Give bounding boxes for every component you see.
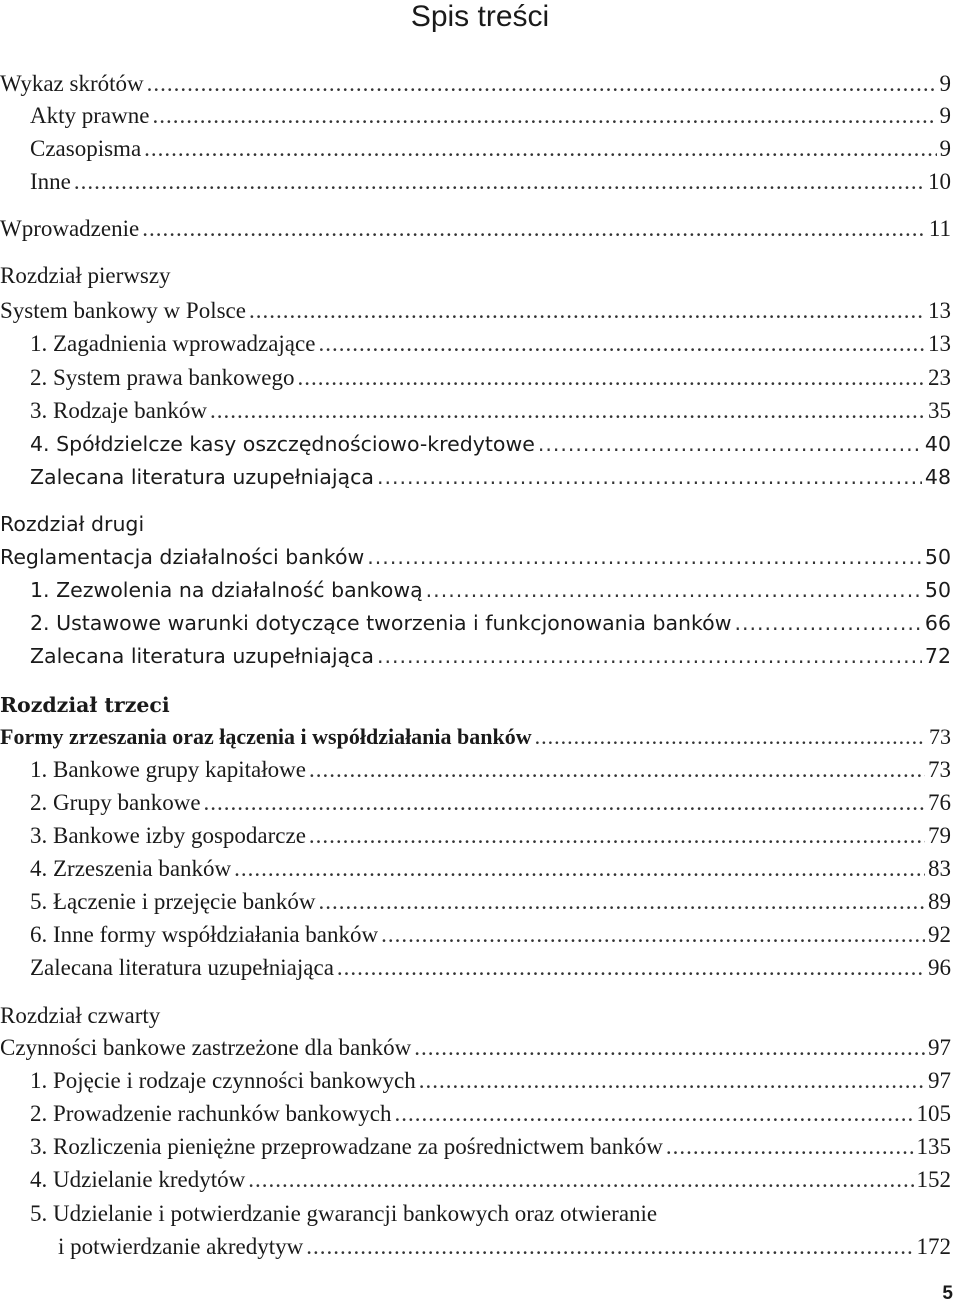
toc-entry[interactable] <box>30 327 951 361</box>
toc-entry[interactable] <box>30 427 951 461</box>
toc-entry-page: 97 <box>928 1068 951 1093</box>
toc-entry-page: 96 <box>928 955 951 980</box>
toc-entry-chapter-3[interactable] <box>0 720 951 754</box>
toc-entry[interactable] <box>30 606 951 640</box>
chapter-label <box>0 259 951 293</box>
toc-entry-page: 23 <box>928 365 951 390</box>
toc-entry-text: 1. Pojęcie i rodzaje czynności bankowych <box>30 1068 416 1093</box>
toc-entry[interactable] <box>30 361 951 395</box>
toc-entry-chapter-4[interactable] <box>0 1031 951 1065</box>
toc-entry-text: 3. Rozliczenia pieniężne przeprowadzane za pośrednictwem banków <box>30 1134 663 1159</box>
toc-entry-text: 5. Łączenie i przejęcie banków <box>30 889 316 914</box>
toc-entry-text: Akty prawne <box>30 103 150 128</box>
toc-entry-text: 4. Udzielanie kredytów <box>30 1167 246 1192</box>
chapter-label <box>0 507 951 541</box>
toc-entry-text: 2. Ustawowe warunki dotyczące tworzenia i funkcjonowania banków <box>30 611 732 635</box>
toc-entry-text: Zalecana literatura uzupełniająca <box>30 465 374 489</box>
toc-entry-wykaz-skrotow[interactable] <box>0 67 951 101</box>
toc-entry-text: Formy zrzeszania oraz łączenia i współdziałania banków <box>0 724 532 749</box>
toc-entry-text: 1. Bankowe grupy kapitałowe <box>30 757 306 782</box>
toc-entry-page: 92 <box>928 922 951 947</box>
toc-entry-page: 50 <box>924 545 951 569</box>
toc-entry-text: i potwierdzanie akredytyw <box>58 1234 304 1259</box>
toc-entry-page: 50 <box>924 578 951 602</box>
toc-entry-page: 76 <box>928 790 951 815</box>
toc-entry-text: Rozdział czwarty <box>0 1003 161 1028</box>
toc-entry[interactable] <box>30 1097 951 1131</box>
toc-entry[interactable] <box>30 819 951 853</box>
toc-entry[interactable] <box>30 918 951 952</box>
toc-entry-text: 1. Zagadnienia wprowadzające <box>30 331 316 356</box>
toc-entry-page: 40 <box>924 432 951 456</box>
toc-entry-text: Zalecana literatura uzupełniająca <box>30 955 334 980</box>
toc-entry-text: Inne <box>30 169 71 194</box>
toc-entry-page: 11 <box>928 216 951 241</box>
toc-entry-literature[interactable] <box>30 639 951 673</box>
toc-entry-text: Reglamentacja działalności banków <box>0 545 365 569</box>
toc-entry[interactable] <box>30 394 951 428</box>
toc-entry-chapter-1[interactable] <box>0 294 951 328</box>
toc-entry-text: Wprowadzenie <box>0 216 140 241</box>
toc-entry-text: Wykaz skrótów <box>0 71 144 96</box>
toc-entry-page: 83 <box>928 856 951 881</box>
toc-entry[interactable] <box>30 753 951 787</box>
toc-entry-page: 13 <box>928 298 951 323</box>
toc-entry-page: 89 <box>928 889 951 914</box>
chapter-label <box>0 999 951 1033</box>
toc-entry-page: 73 <box>929 724 951 749</box>
toc-entry-czasopisma[interactable] <box>30 132 951 166</box>
toc-entry-page: 105 <box>916 1101 951 1126</box>
toc-entry-text: Czynności bankowe zastrzeżone dla banków <box>0 1035 412 1060</box>
toc-entry-text: 2. Prowadzenie rachunków bankowych <box>30 1101 392 1126</box>
toc-entry-text: 5. Udzielanie i potwierdzanie gwarancji bankowych oraz otwieranie <box>30 1201 658 1226</box>
toc-entry-inne[interactable] <box>30 165 951 199</box>
toc-entry-page: 66 <box>924 611 951 635</box>
page-title: Spis treści <box>410 0 550 33</box>
toc-entry-text: 1. Zezwolenia na działalność bankową <box>30 578 423 602</box>
chapter-label <box>0 688 951 722</box>
toc-entry-page: 9 <box>939 71 951 96</box>
toc-entry-page: 48 <box>924 465 951 489</box>
toc-entry-page: 79 <box>928 823 951 848</box>
toc-entry-page: 13 <box>928 331 951 356</box>
toc-entry[interactable] <box>30 1064 951 1098</box>
toc-entry[interactable] <box>30 786 951 820</box>
toc-entry-text: 3. Rodzaje banków <box>30 398 207 423</box>
toc-entry-page: 73 <box>928 757 951 782</box>
toc-entry[interactable] <box>30 1197 951 1231</box>
toc-entry-text: 3. Bankowe izby gospodarcze <box>30 823 306 848</box>
toc-entry-page: 152 <box>916 1167 951 1192</box>
toc-entry-text: 6. Inne formy współdziałania banków <box>30 922 379 947</box>
page-number: 5 <box>942 1283 953 1304</box>
toc-entry-text: Rozdział pierwszy <box>0 263 171 288</box>
toc-entry-text: System bankowy w Polsce <box>0 298 246 323</box>
toc-entry-literature[interactable] <box>30 460 951 494</box>
toc-entry-literature[interactable] <box>30 951 951 985</box>
toc-entry-chapter-2[interactable] <box>0 540 951 574</box>
toc-entry-akty-prawne[interactable] <box>30 99 951 133</box>
toc-entry[interactable] <box>30 852 951 886</box>
toc-entry-page: 135 <box>916 1134 951 1159</box>
toc-entry-text: 2. System prawa bankowego <box>30 365 295 390</box>
toc-entry-text: Rozdział trzeci <box>0 693 170 717</box>
toc-entry[interactable] <box>30 1163 951 1197</box>
toc-entry-page: 172 <box>916 1234 951 1259</box>
toc-entry-wprowadzenie[interactable] <box>0 212 951 246</box>
toc-entry-continuation[interactable] <box>58 1230 951 1264</box>
toc-entry-page: 35 <box>928 398 951 423</box>
toc-entry-page: 72 <box>924 644 951 668</box>
toc-entry[interactable] <box>30 1130 951 1164</box>
toc-entry-page: 10 <box>928 169 951 194</box>
toc-entry-text: 4. Spółdzielcze kasy oszczędnościowo-kredytowe <box>30 432 535 456</box>
toc-entry-page: 9 <box>939 136 951 161</box>
toc-entry-text: 4. Zrzeszenia banków <box>30 856 232 881</box>
toc-entry[interactable] <box>30 573 951 607</box>
toc-entry-page: 97 <box>928 1035 951 1060</box>
toc-entry-text: Zalecana literatura uzupełniająca <box>30 644 374 668</box>
toc-entry-text: Czasopisma <box>30 136 142 161</box>
toc-entry[interactable] <box>30 885 951 919</box>
toc-entry-page: 9 <box>939 103 951 128</box>
toc-entry-text: 2. Grupy bankowe <box>30 790 201 815</box>
toc-entry-text: Rozdział drugi <box>0 512 145 536</box>
